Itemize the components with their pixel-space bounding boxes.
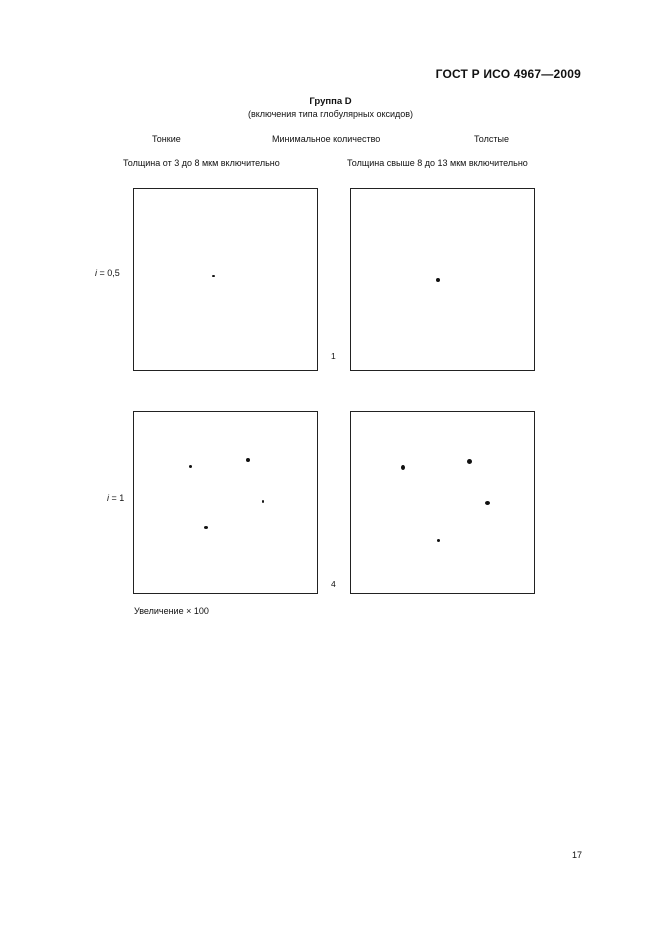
inclusion-dot [485,501,490,505]
figure-title: Группа D [309,96,352,107]
column-heading-minimum: Минимальное количество [272,134,381,144]
thick-thickness-range: Толщина свыше 8 до 13 мкм включительно [347,158,528,168]
inclusion-dot [189,465,192,468]
page-number: 17 [572,850,583,860]
row-label-1 [107,493,124,503]
column-heading-thick: Толстые [474,134,509,144]
micrograph-thin-row2 [133,411,318,594]
inclusion-dot [401,465,405,470]
inclusion-dot [467,459,472,464]
figure-subtitle: (включения типа глобулярных оксидов) [247,109,414,119]
index-value: = 1 [111,493,125,503]
column-heading-thin: Тонкие [152,134,181,144]
thin-thickness-range: Толщина от 3 до 8 мкм включительно [123,158,280,168]
inclusion-count-row1: 1 [331,351,336,361]
inclusion-count-row2: 4 [331,579,336,589]
micrograph-thin-row1 [133,188,318,371]
row-label-0-5 [95,268,120,278]
micrograph-thick-row2 [350,411,535,594]
inclusion-dot [437,539,440,542]
micrograph-thick-row1 [350,188,535,371]
index-symbol: i [107,493,109,503]
inclusion-dot [262,500,264,503]
inclusion-dot [204,526,208,529]
index-value: = 0,5 [99,268,120,278]
inclusion-dot [246,458,250,462]
document-id: ГОСТ Р ИСО 4967—2009 [435,67,581,81]
index-symbol: i [95,268,97,278]
inclusion-dot [212,275,215,277]
inclusion-dot [436,278,440,282]
magnification-note: Увеличение × 100 [134,606,209,616]
